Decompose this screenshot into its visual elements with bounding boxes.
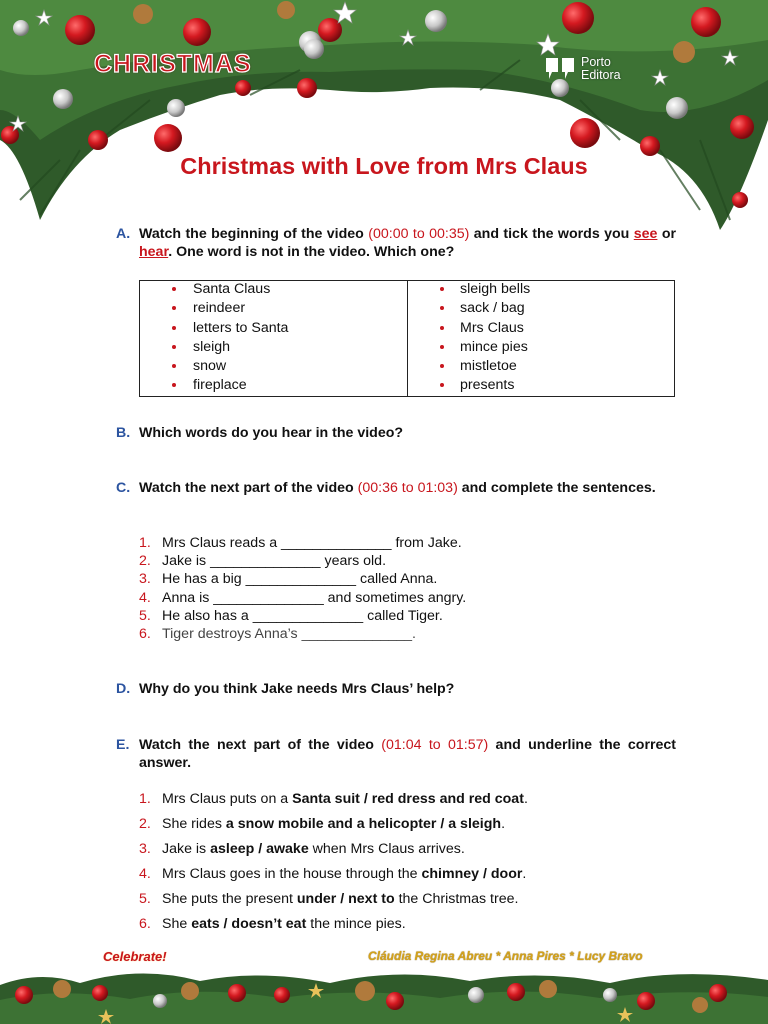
answer-option[interactable]: next to: [348, 891, 395, 908]
word-item: [140, 300, 407, 319]
sentence-text: Mrs Claus reads a ______________ from Jake.: [162, 535, 462, 551]
word-label: presents: [460, 377, 515, 394]
word-label: fireplace: [193, 377, 247, 394]
word-label: mistletoe: [460, 358, 517, 375]
option-separator: /: [359, 791, 372, 807]
answer-option[interactable]: a snow mobile and a helicopter: [225, 816, 437, 833]
bullet-icon: [440, 326, 444, 330]
sentence-text: .: [523, 791, 528, 807]
word-label: reindeer: [193, 300, 246, 317]
item-number: 6.: [139, 916, 151, 933]
underlined-word: see: [633, 226, 658, 242]
item-number: 1.: [139, 791, 151, 807]
sentence-text: She puts the present: [162, 891, 297, 908]
sentence-text: Anna is ______________ and sometimes angry.: [162, 589, 467, 606]
option-separator: /: [436, 816, 449, 833]
word-label: Mrs Claus: [460, 319, 524, 336]
bullet-icon: [440, 364, 444, 368]
answer-option[interactable]: eats / doesn’t eat: [191, 916, 307, 933]
word-label: mince pies: [460, 338, 528, 355]
word-item: [408, 281, 674, 300]
footer-celebrate: Celebrate!: [103, 949, 167, 964]
option-separator: /: [479, 866, 491, 883]
timestamp: (00:36 to 01:03): [357, 480, 458, 496]
sentence-text: the mince pies.: [306, 916, 406, 933]
sentence-text: Mrs Claus puts on a: [162, 791, 293, 807]
bullet-icon: [172, 287, 176, 291]
word-label: sleigh bells: [460, 281, 531, 297]
section-c: [116, 479, 676, 497]
page-title: Christmas with Love from Mrs Claus: [180, 153, 588, 179]
answer-item: [139, 840, 679, 865]
answer-item: [139, 815, 679, 840]
sentence-text: .: [501, 816, 506, 833]
section-b: [116, 424, 676, 442]
item-number: 6.: [139, 625, 151, 642]
sentence-text: She rides: [162, 816, 226, 833]
sentence-text: She: [162, 916, 192, 933]
word-column-left: [140, 281, 407, 396]
publisher-line1: Porto: [581, 55, 611, 69]
sentence-text: He also has a ______________ called Tiger.: [162, 607, 443, 624]
answer-option[interactable]: under: [296, 891, 337, 908]
section-a: [116, 225, 676, 261]
answer-item: [139, 790, 679, 815]
section-letter: D.: [116, 681, 131, 697]
answer-item: [139, 890, 679, 915]
publisher-name: [581, 56, 621, 82]
section-letter: A.: [116, 226, 131, 242]
section-instruction: Watch the next part of the video (00:36 to 01:03) and complete the sentences.: [139, 480, 656, 496]
word-item: [408, 300, 674, 319]
bullet-icon: [172, 326, 176, 330]
sentence-text: the Christmas tree.: [394, 891, 519, 908]
bullet-icon: [440, 287, 444, 291]
word-item: [140, 320, 407, 339]
sentence-text: Mrs Claus goes in the house through the: [162, 866, 422, 883]
timestamp: (01:04 to 01:57): [381, 737, 489, 753]
sentence-item: [139, 607, 679, 625]
sentence-text: Tiger destroys Anna’s ______________.: [162, 625, 416, 642]
sentence-item: [139, 552, 679, 570]
option-separator: /: [254, 841, 267, 858]
word-item: [140, 281, 407, 300]
word-item: [140, 339, 407, 358]
section-d: [116, 680, 676, 698]
item-number: 4.: [139, 866, 151, 883]
word-item: [408, 358, 674, 377]
sentence-text: He has a big ______________ called Anna.: [162, 571, 438, 588]
word-label: sleigh: [193, 338, 231, 355]
sentence-text: .: [522, 866, 527, 883]
answer-list: [139, 790, 679, 941]
answer-option[interactable]: Santa suit: [292, 791, 360, 807]
section-instruction: Why do you think Jake needs Mrs Claus’ help?: [139, 681, 455, 697]
item-number: 1.: [139, 535, 151, 551]
option-separator: /: [336, 891, 349, 908]
answer-option[interactable]: awake: [266, 841, 309, 858]
answer-option[interactable]: red dress and red coat: [371, 791, 524, 807]
bullet-icon: [172, 383, 176, 387]
section-instruction: Which words do you hear in the video?: [139, 425, 404, 441]
bullet-icon: [440, 383, 444, 387]
sentence-item: [139, 589, 679, 607]
word-item: [408, 320, 674, 339]
word-column-right: [407, 281, 674, 396]
section-e: [116, 736, 676, 772]
answer-option[interactable]: asleep: [210, 841, 255, 858]
word-label: letters to Santa: [193, 319, 289, 336]
sentence-list: [139, 534, 679, 643]
word-item: [140, 358, 407, 377]
section-letter: B.: [116, 425, 131, 441]
answer-item: [139, 915, 679, 940]
word-table: [139, 280, 675, 397]
publisher-line2: Editora: [581, 68, 621, 82]
bullet-icon: [172, 306, 176, 310]
porto-editora-logo-icon: [545, 56, 577, 82]
item-number: 4.: [139, 589, 151, 606]
bullet-icon: [172, 364, 176, 368]
sentence-item: [139, 570, 679, 588]
section-instruction: Watch the next part of the video (01:04 to 01:57) and underline the correct answer.: [139, 737, 676, 771]
sentence-text: when Mrs Claus arrives.: [308, 841, 465, 858]
word-item: [140, 377, 407, 396]
brand-title: CHRISTMAS: [94, 50, 252, 78]
sentence-item: [139, 534, 679, 552]
word-label: sack / bag: [460, 300, 525, 317]
publisher-logo: [545, 56, 621, 82]
sentence-text: Jake is: [162, 841, 211, 858]
answer-option[interactable]: door: [490, 866, 523, 883]
item-number: 2.: [139, 816, 151, 833]
sentence-text: Jake is ______________ years old.: [162, 553, 387, 570]
bullet-icon: [172, 345, 176, 349]
section-instruction: Watch the beginning of the video (00:00 to 00:35) and tick the words you see or hear. One word is not in the video. Which one?: [139, 226, 677, 260]
christmas-garland-footer: [0, 965, 768, 1024]
section-letter: E.: [116, 737, 130, 753]
word-label: snow: [193, 358, 227, 375]
item-number: 2.: [139, 553, 151, 570]
answer-option[interactable]: chimney: [421, 866, 480, 883]
footer-authors: Cláudia Regina Abreu * Anna Pires * Lucy Bravo: [368, 949, 643, 963]
answer-option[interactable]: a sleigh: [448, 816, 502, 833]
word-item: [408, 377, 674, 396]
item-number: 5.: [139, 607, 151, 624]
answer-item: [139, 865, 679, 890]
item-number: 5.: [139, 891, 151, 908]
bullet-icon: [440, 345, 444, 349]
sentence-item: [139, 625, 679, 643]
timestamp: (00:00 to 00:35): [368, 226, 470, 242]
section-letter: C.: [116, 480, 131, 496]
word-label: Santa Claus: [193, 281, 271, 297]
item-number: 3.: [139, 571, 151, 588]
word-item: [408, 339, 674, 358]
bullet-icon: [440, 306, 444, 310]
item-number: 3.: [139, 841, 151, 858]
christmas-garland-header: [0, 0, 768, 240]
underlined-word: hear: [139, 244, 169, 260]
